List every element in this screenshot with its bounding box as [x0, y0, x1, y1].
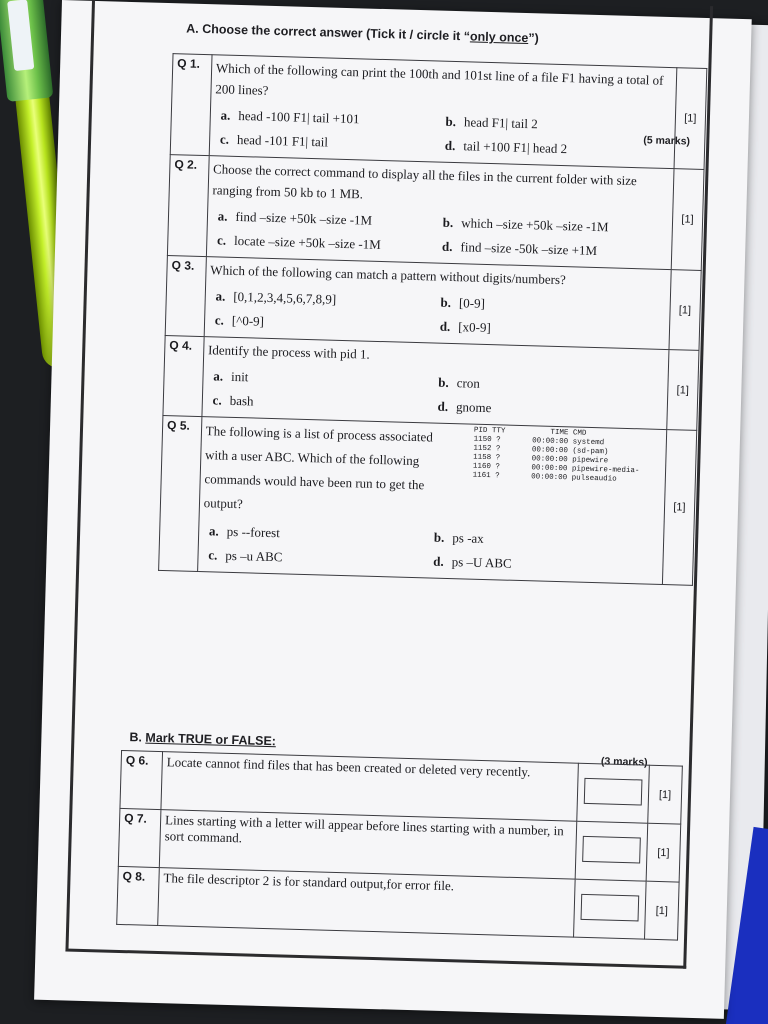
option-d[interactable]	[440, 319, 665, 341]
option-b[interactable]	[440, 295, 665, 317]
answer-options	[208, 523, 659, 576]
ps-output: PID TTY TIME CMD 1150 ? 00:00:00 systemd 1152 ? 00:00:00 (sd-pam) 1158 ? 00:00:00 pipewire 1160 ? 00:00:00 pipewire-media- 1161 ? 00:00:00 pulseaudio	[472, 426, 640, 484]
option-d[interactable]	[437, 399, 662, 421]
question-number: Q 7.	[118, 808, 161, 867]
answer-options	[220, 107, 671, 160]
answer-box-cell	[577, 763, 650, 823]
question-text: Which of the following can match a pattern without digits/numbers?	[210, 262, 566, 288]
option-a[interactable]	[213, 368, 438, 390]
option-letter: c.	[219, 131, 230, 147]
question-number: Q 3.	[165, 256, 206, 337]
option-d[interactable]	[442, 239, 667, 261]
question-text: The file descriptor 2 is for standard output,for error file.	[158, 868, 575, 938]
mark-value: [1]	[662, 430, 697, 586]
answer-box[interactable]	[582, 835, 641, 863]
option-letter: b.	[445, 113, 457, 130]
pen-label	[7, 0, 34, 71]
section-a-emphasis: only once	[469, 29, 529, 46]
question-text: Identify the process with pid 1.	[207, 342, 370, 362]
option-letter: a.	[220, 107, 231, 123]
option-b[interactable]	[434, 530, 659, 552]
option-a[interactable]	[215, 288, 440, 310]
option-text: [x0-9]	[458, 319, 491, 336]
option-text: find –size +50k –size -1M	[235, 208, 373, 228]
option-text: cron	[456, 375, 481, 391]
section-a-table	[158, 53, 707, 586]
option-text: [^0-9]	[231, 312, 265, 329]
option-b[interactable]	[442, 215, 667, 237]
option-text: find –size -50k –size +1M	[460, 239, 598, 259]
section-a-marks: (5 marks)	[643, 134, 691, 148]
option-a[interactable]	[218, 208, 443, 230]
option-letter: a.	[217, 208, 228, 224]
question-text: Lines starting with a letter will appear before lines starting with a number, in sort command.	[159, 810, 576, 880]
option-letter: d.	[441, 238, 453, 254]
option-letter: d.	[437, 398, 449, 414]
section-b-marks: (3 marks)	[600, 755, 648, 769]
question-number: Q 5.	[159, 415, 202, 571]
option-c[interactable]	[208, 547, 433, 569]
mark-value: [1]	[645, 881, 680, 940]
option-letter: d.	[444, 137, 456, 154]
option-a[interactable]	[220, 107, 445, 129]
answer-box[interactable]	[581, 893, 640, 921]
option-letter: a.	[213, 368, 224, 384]
question-number: Q 6.	[120, 750, 163, 809]
question-text: Locate cannot find files that has been created or deleted very recently.	[161, 752, 578, 822]
option-letter: b.	[433, 529, 445, 545]
option-letter: b.	[442, 214, 454, 231]
option-letter: b.	[440, 294, 452, 310]
option-text: ps -ax	[452, 530, 485, 546]
question-row	[170, 54, 707, 170]
option-text: bash	[229, 392, 254, 409]
option-text: [0,1,2,3,4,5,6,7,8,9]	[233, 288, 337, 307]
exam-paper	[34, 0, 752, 1019]
option-c[interactable]	[215, 312, 440, 334]
option-letter: c.	[208, 547, 218, 563]
question-row	[163, 336, 699, 431]
option-text: init	[230, 368, 249, 385]
option-c[interactable]	[212, 392, 437, 414]
section-b-prefix: B.	[129, 730, 146, 745]
answer-options	[212, 368, 663, 421]
question-text: The following is a list of process associated with a user ABC. Which of the following commands would have been run to get the output?	[203, 423, 434, 512]
mark-value: [1]	[648, 765, 683, 824]
question-text: Which of the following can print the 100th and 101st line of a file F1 having a total of 200 lines?	[215, 60, 664, 98]
option-text: head -100 F1| tail +101	[238, 107, 360, 127]
option-b[interactable]	[445, 114, 670, 136]
question-number: Q 1.	[170, 54, 212, 156]
section-b-emphasis: Mark TRUE or FALSE:	[145, 730, 277, 749]
question-body	[204, 257, 671, 350]
option-text: ps –u ABC	[225, 547, 283, 565]
section-a-heading-text: A. Choose the correct answer (Tick it / circle it “	[186, 21, 471, 44]
section-b-table	[116, 750, 683, 941]
option-d[interactable]	[433, 554, 658, 576]
option-a[interactable]	[209, 523, 434, 545]
question-with-output	[203, 419, 662, 528]
question-body	[206, 156, 674, 270]
option-letter: c.	[214, 312, 225, 328]
question-text: Choose the correct command to display all the files in the current folder with size ranging from 50 kb to 1 MB.	[212, 161, 637, 202]
answer-box-cell	[574, 879, 647, 939]
option-text: head -101 F1| tail	[236, 131, 329, 150]
option-text: tail +100 F1| head 2	[463, 138, 568, 157]
option-c[interactable]	[217, 232, 442, 254]
question-body	[202, 337, 669, 430]
mark-value: [1]	[669, 270, 701, 351]
mark-value: [1]	[646, 823, 681, 882]
mark-value: [1]	[667, 350, 699, 431]
question-number: Q 2.	[167, 155, 209, 257]
answer-box[interactable]	[584, 777, 643, 805]
question-number: Q 4.	[163, 336, 204, 417]
question-row	[167, 155, 704, 271]
option-text: head F1| tail 2	[463, 114, 538, 132]
answer-options	[215, 288, 666, 341]
question-row	[159, 415, 697, 585]
mark-value: [1]	[674, 68, 707, 170]
question-body	[209, 55, 677, 169]
answer-options	[217, 208, 668, 261]
section-a-heading-end: ”)	[528, 31, 539, 46]
option-text: [0-9]	[458, 295, 486, 311]
option-text: ps --forest	[226, 523, 281, 541]
option-c[interactable]	[220, 131, 445, 153]
option-text: which –size +50k –size -1M	[460, 215, 609, 235]
question-body	[197, 417, 666, 585]
mark-value: [1]	[671, 169, 704, 271]
option-letter: b.	[438, 374, 449, 390]
option-d[interactable]	[445, 138, 670, 160]
option-text: ps –U ABC	[451, 554, 512, 571]
answer-box-cell	[575, 821, 648, 881]
option-text: locate –size +50k –size -1M	[233, 232, 382, 252]
option-letter: d.	[433, 553, 444, 569]
question-row	[165, 256, 701, 351]
pen-cap	[0, 0, 53, 102]
option-letter: c.	[216, 232, 227, 248]
option-b[interactable]	[438, 375, 663, 397]
option-letter: a.	[215, 288, 226, 304]
option-letter: d.	[439, 318, 451, 334]
question-number: Q 8.	[117, 866, 160, 925]
option-letter: c.	[212, 392, 222, 408]
option-letter: a.	[208, 523, 219, 539]
option-text: gnome	[455, 399, 492, 416]
